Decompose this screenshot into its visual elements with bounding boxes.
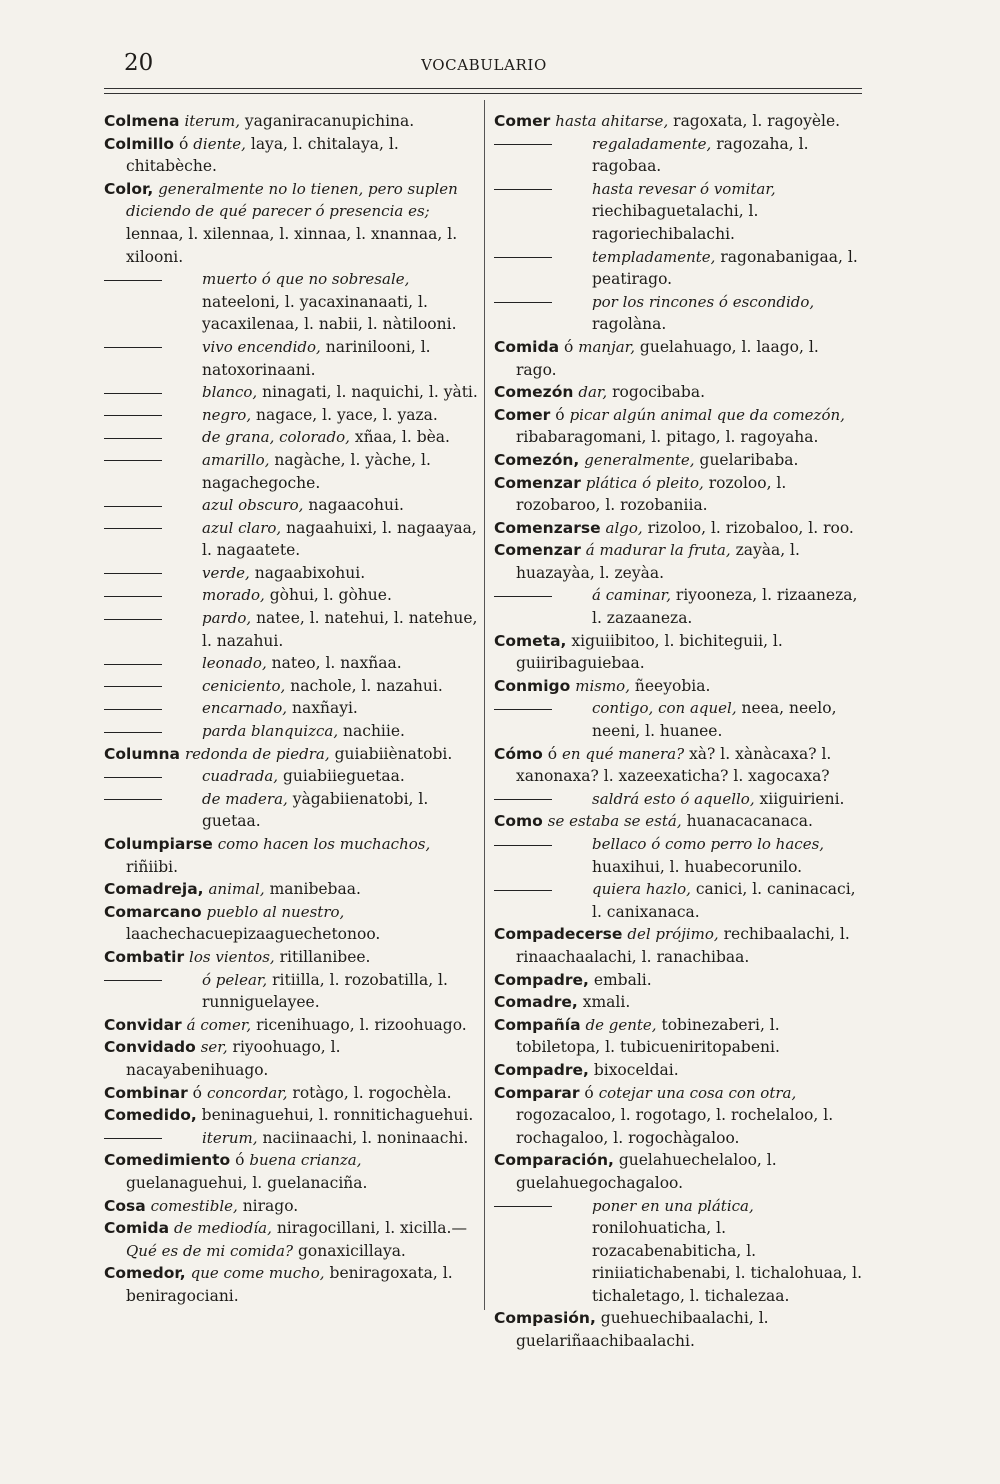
zapotec-text: natee, l. natehui, l. natehue, l. nazahui. <box>202 609 478 650</box>
zapotec-text: ragozaha, l. ragobaa. <box>592 134 809 176</box>
headword: Columna <box>104 744 181 763</box>
gloss-italic: negro, <box>202 405 252 424</box>
zapotec-text: ribabaragomani, l. pitago, l. ragoyaha. <box>516 428 819 447</box>
dictionary-entry <box>104 1195 478 1218</box>
headword: Compasión, <box>494 1309 596 1328</box>
dictionary-entry <box>104 833 478 878</box>
dash-line <box>104 528 162 529</box>
zapotec-text: xà? l. xànàcaxa? l. xanonaxa? l. xazeexaticha? l. xagocaxa? <box>516 744 832 786</box>
dash-line <box>104 506 162 507</box>
gloss-italic: azul claro, <box>202 518 282 537</box>
zapotec-text: xiiguirieni. <box>759 789 845 808</box>
zapotec-text: rozoloo, l. rozobaroo, l. rozobaniia. <box>516 473 787 515</box>
headword: Compadecerse <box>494 925 623 944</box>
repeat-dash <box>494 878 592 901</box>
dictionary-entry <box>104 697 478 720</box>
zapotec-text: nagace, l. yace, l. yaza. <box>256 405 438 424</box>
repeat-dash <box>104 494 202 517</box>
zapotec-text: rechibaalachi, l. rinaachaalachi, l. ranachibaa. <box>516 925 850 966</box>
zapotec-text: ragolàna. <box>592 315 667 334</box>
header-rule-top <box>104 88 862 89</box>
dash-line <box>104 573 162 574</box>
headword: Comadre, <box>494 993 578 1012</box>
gloss-italic: se estaba se está, <box>547 812 682 831</box>
gloss-italic: por los rincones ó escondido, <box>592 292 815 311</box>
zapotec-text: gòhui, l. gòhue. <box>269 586 392 605</box>
headword: Combatir <box>104 947 185 966</box>
dictionary-entry <box>494 246 864 291</box>
dash-line <box>104 709 162 710</box>
dictionary-entry <box>494 810 864 833</box>
headword: Comer <box>494 405 551 424</box>
dictionary-entry <box>104 562 478 585</box>
dictionary-entry <box>494 110 864 133</box>
repeat-dash <box>104 720 202 743</box>
dictionary-entry <box>104 607 478 652</box>
gloss-italic: templadamente, <box>592 247 716 266</box>
headword: Comer <box>494 112 551 130</box>
dash-line <box>104 980 162 981</box>
repeat-dash <box>104 607 202 630</box>
dictionary-entry <box>494 381 864 404</box>
repeat-dash <box>104 765 202 788</box>
zapotec-text: nagaahuixi, l. nagaayaa, l. nagaatete. <box>202 518 477 560</box>
zapotec-text: rogozacaloo, l. rogotago, l. rochelaloo, l. rochagaloo, l. rogochàgaloo. <box>516 1106 834 1147</box>
gloss-italic: animal, <box>208 880 265 899</box>
gloss-italic: manjar, <box>578 337 635 356</box>
dictionary-entry <box>494 336 864 381</box>
gloss-italic: algo, <box>605 518 643 537</box>
dash-line <box>104 415 162 416</box>
dash-line <box>104 1138 162 1139</box>
dictionary-entry <box>494 449 864 472</box>
dictionary-entry <box>104 720 478 743</box>
zapotec-text: ritillanibee. <box>279 947 371 966</box>
dictionary-entry <box>104 878 478 901</box>
gloss-italic: comestible, <box>150 1196 238 1215</box>
dash-line <box>494 144 552 145</box>
zapotec-text: guelanaguehui, l. guelanaciña. <box>126 1173 368 1192</box>
zapotec-text: bixoceldai. <box>593 1060 679 1079</box>
gloss-italic: como hacen los muchachos, <box>217 835 431 853</box>
dash-line <box>104 777 162 778</box>
headword: Colmena <box>104 112 180 130</box>
dictionary-entry <box>104 584 478 607</box>
dictionary-entry <box>104 178 478 268</box>
gloss-italic: verde, <box>202 563 250 582</box>
gloss-italic: buena crianza, <box>249 1151 362 1170</box>
gloss-italic: redonda de piedra, <box>184 744 330 763</box>
repeat-dash <box>104 268 202 291</box>
dictionary-entry <box>104 517 478 562</box>
dictionary-entry <box>494 1059 864 1082</box>
zapotec-text: guiabiieguetaa. <box>282 767 405 786</box>
repeat-dash <box>494 697 592 720</box>
header-rule-bottom <box>104 93 862 94</box>
gloss-italic: encarnado, <box>202 699 288 718</box>
headword: Comenzar <box>494 541 581 560</box>
dictionary-entry <box>104 404 478 427</box>
dash-line <box>494 257 552 258</box>
gloss-italic: generalmente no lo tienen, pero suplen diciendo de qué parecer ó presencia es; <box>126 179 458 221</box>
dictionary-entry <box>104 1036 478 1081</box>
gloss-italic: pueblo al nuestro, <box>206 902 345 921</box>
gloss-italic: que come mucho, <box>190 1264 325 1283</box>
dash-line <box>104 393 162 394</box>
dictionary-entry <box>494 969 864 992</box>
gloss-italic: de gente, <box>585 1015 657 1034</box>
left-column <box>104 110 478 1307</box>
gloss-italic: ser, <box>200 1038 228 1057</box>
zapotec-text: huanacacanaca. <box>686 812 813 831</box>
headword: Colmillo <box>104 134 175 153</box>
headword: Comparar <box>494 1083 580 1102</box>
dictionary-entry <box>104 381 478 404</box>
gloss-italic: dar, <box>578 383 608 402</box>
dash-line <box>104 619 162 620</box>
gloss-italic: quiera hazlo, <box>592 880 691 899</box>
repeat-dash <box>104 584 202 607</box>
dash-line <box>104 347 162 348</box>
dictionary-entry <box>104 743 478 766</box>
gloss-italic: parda blanquizca, <box>202 722 339 741</box>
dash-line <box>494 845 552 846</box>
repeat-dash <box>104 1127 202 1150</box>
dictionary-entry <box>104 788 478 833</box>
column-divider <box>484 100 485 1310</box>
zapotec-text: riyooneza, l. rizaaneza, l. zazaaneza. <box>592 586 858 628</box>
repeat-dash <box>104 336 202 359</box>
zapotec-text: rotàgo, l. rogochèla. <box>292 1083 452 1102</box>
dictionary-entry <box>104 1217 478 1262</box>
dictionary-entry <box>494 878 864 923</box>
gloss-italic: de mediodía, <box>173 1219 272 1238</box>
gloss-italic: ceniciento, <box>202 676 286 695</box>
zapotec-text: guelahuago, l. laago, l. rago. <box>516 337 819 379</box>
dash-line <box>494 189 552 190</box>
dictionary-entry <box>494 404 864 449</box>
dash-line <box>104 686 162 687</box>
repeat-dash <box>104 788 202 811</box>
zapotec-text: guiabiiènatobi. <box>334 744 453 763</box>
zapotec-text: laya, l. chitalaya, l. chitabèche. <box>126 134 399 176</box>
zapotec-text: nateo, l. naxñaa. <box>271 654 402 673</box>
gloss-italic: bellaco ó como perro lo haces, <box>592 835 825 853</box>
headword: Comezón, <box>494 450 580 469</box>
zapotec-text: zayàa, l. huazayàa, l. zeyàa. <box>516 541 800 582</box>
right-column <box>494 110 864 1353</box>
gloss-italic: en qué manera? <box>562 744 685 763</box>
zapotec-text: nirago. <box>242 1196 299 1215</box>
zapotec-text: nagàche, l. yàche, l. nagachegoche. <box>202 450 431 492</box>
dictionary-entry <box>104 1014 478 1037</box>
zapotec-text: riyoohuago, l. nacayabenihuago. <box>126 1038 341 1079</box>
headword: Compañía <box>494 1015 581 1034</box>
gloss-italic: Qué es de mi comida? <box>126 1241 294 1260</box>
dash-line <box>104 596 162 597</box>
zapotec-text: nachiie. <box>343 722 405 741</box>
gloss-italic: á comer, <box>186 1015 252 1034</box>
gloss-italic: los vientos, <box>189 947 275 966</box>
dictionary-entry <box>494 1014 864 1059</box>
repeat-dash <box>494 291 592 314</box>
headword: Comadreja, <box>104 880 204 899</box>
zapotec-text: beniragoxata, l. beniragociani. <box>126 1264 453 1305</box>
gloss-italic: picar algún animal que da comezón, <box>569 405 845 424</box>
headword: Comenzarse <box>494 518 601 537</box>
gloss-italic: iterum, <box>202 1128 258 1147</box>
dictionary-entry <box>494 539 864 584</box>
running-title: VOCABULARIO <box>421 56 547 74</box>
gloss-italic: del prójimo, <box>627 925 719 944</box>
headword: Cosa <box>104 1196 146 1215</box>
dictionary-entry <box>104 426 478 449</box>
headword: Comedor, <box>104 1264 186 1283</box>
dictionary-entry <box>104 1149 478 1194</box>
zapotec-text: lennaa, l. xilennaa, l. xinnaa, l. xnannaa, l. xilooni. <box>126 224 458 266</box>
gloss-italic: cuadrada, <box>202 767 279 786</box>
repeat-dash <box>104 652 202 675</box>
headword: Combinar <box>104 1083 188 1102</box>
zapotec-text: nagaacohui. <box>308 496 404 515</box>
gloss-italic: blanco, <box>202 383 258 402</box>
zapotec-text: narinilooni, l. natoxorinaani. <box>202 337 431 379</box>
zapotec-text: guehuechibaalachi, l. guelariñaachibaalachi. <box>516 1309 769 1351</box>
gloss-italic: muerto ó que no sobresale, <box>202 270 410 289</box>
dictionary-entry <box>104 110 478 133</box>
dash-line <box>494 799 552 800</box>
connector-text: ó <box>555 405 565 424</box>
dictionary-entry <box>494 1195 864 1308</box>
gloss-italic: generalmente, <box>584 450 695 469</box>
zapotec-text: ronilohuaticha, l. rozacabenabiticha, l. riniiatichabenabi, l. tichalohuaa, l. tichaletago, l. tichalezaa. <box>592 1219 863 1305</box>
headword: Columpiarse <box>104 835 213 853</box>
dictionary-entry <box>104 1127 478 1150</box>
dash-line <box>494 596 552 597</box>
dictionary-entry <box>104 901 478 946</box>
gloss-italic: concordar, <box>206 1083 288 1102</box>
zapotec-text: beninaguehui, l. ronnitichaguehui. <box>201 1106 474 1125</box>
gloss-italic: á madurar la fruta, <box>585 541 731 560</box>
headword: Convidado <box>104 1038 196 1057</box>
dictionary-entry <box>494 1149 864 1194</box>
dash-line <box>104 664 162 665</box>
gloss-italic: cotejar una cosa con otra, <box>598 1083 797 1102</box>
repeat-dash <box>494 246 592 269</box>
headword: Comida <box>104 1219 170 1238</box>
headword: Compadre, <box>494 970 589 989</box>
dictionary-entry <box>104 652 478 675</box>
zapotec-text: naciinaachi, l. noninaachi. <box>262 1128 469 1147</box>
zapotec-text: nachole, l. nazahui. <box>290 676 443 695</box>
dictionary-entry <box>494 584 864 629</box>
dash-line <box>104 732 162 733</box>
headword: Comedimiento <box>104 1151 231 1170</box>
dictionary-entry <box>494 923 864 968</box>
dash-line <box>494 709 552 710</box>
repeat-dash <box>104 381 202 404</box>
repeat-dash <box>494 1195 592 1218</box>
dictionary-entry <box>104 133 478 178</box>
dictionary-entry <box>494 1082 864 1150</box>
zapotec-text: laachechacuepizaaguechetonoo. <box>126 925 381 944</box>
dictionary-entry <box>104 336 478 381</box>
zapotec-text: yaganiracanupichina. <box>244 112 415 130</box>
repeat-dash <box>494 133 592 156</box>
dictionary-entry <box>494 743 864 788</box>
repeat-dash <box>104 562 202 585</box>
repeat-dash <box>494 833 592 856</box>
zapotec-text: nateeloni, l. yacaxinanaati, l. yacaxilenaa, l. nabii, l. nàtilooni. <box>202 292 457 334</box>
gloss-italic: de madera, <box>202 789 288 808</box>
dictionary-entry <box>104 675 478 698</box>
headword: Comezón <box>494 383 574 402</box>
dash-line <box>104 280 162 281</box>
gloss-italic: vivo encendido, <box>202 337 321 356</box>
headword: Comparación, <box>494 1151 614 1170</box>
headword: Como <box>494 812 543 831</box>
gloss-italic: leonado, <box>202 654 267 673</box>
repeat-dash <box>104 675 202 698</box>
zapotec-text: guelaribaba. <box>699 450 799 469</box>
gloss-italic: de grana, colorado, <box>202 428 350 447</box>
zapotec-text: yàgabiienatobi, l. guetaa. <box>202 789 429 831</box>
zapotec-text: rizoloo, l. rizobaloo, l. roo. <box>647 518 854 537</box>
gloss-italic: hasta ahitarse, <box>555 112 669 130</box>
gloss-italic: poner en una plática, <box>592 1196 754 1215</box>
zapotec-text: ragonabanigaa, l. peatirago. <box>592 247 858 289</box>
dash-line <box>494 890 552 891</box>
zapotec-text: riñiibi. <box>126 857 179 876</box>
repeat-dash <box>104 697 202 720</box>
dictionary-entry <box>494 291 864 336</box>
gloss-italic: ó pelear, <box>202 970 268 989</box>
dictionary-entry <box>104 969 478 1014</box>
headword: Comarcano <box>104 902 202 921</box>
dash-line <box>104 460 162 461</box>
zapotec-text: manibebaa. <box>269 880 361 899</box>
gloss-italic: amarillo, <box>202 450 270 469</box>
dictionary-entry <box>494 697 864 742</box>
repeat-dash <box>104 449 202 472</box>
connector-text: ó <box>563 337 574 356</box>
repeat-dash <box>104 404 202 427</box>
zapotec-text: ñeeyobia. <box>634 676 711 695</box>
page-header <box>104 50 864 80</box>
dictionary-entry <box>494 833 864 878</box>
connector-text: ó <box>547 744 558 763</box>
dictionary-entry <box>104 946 478 969</box>
gloss-italic: mismo, <box>575 676 630 695</box>
repeat-dash <box>104 426 202 449</box>
dictionary-entry <box>104 1262 478 1307</box>
zapotec-text: naxñayi. <box>292 699 358 718</box>
dictionary-entry <box>494 517 864 540</box>
gloss-italic: diente, <box>193 134 246 153</box>
repeat-dash <box>494 178 592 201</box>
dictionary-entry <box>494 1307 864 1352</box>
dash-line <box>494 1206 552 1207</box>
gloss-italic: hasta revesar ó vomitar, <box>592 179 776 198</box>
dictionary-entry <box>494 788 864 811</box>
dictionary-entry <box>494 472 864 517</box>
zapotec-text: riechibaguetalachi, l. ragoriechibalachi. <box>592 202 759 243</box>
page-number: 20 <box>124 50 154 76</box>
gloss-italic: pardo, <box>202 609 252 628</box>
headword: Cometa, <box>494 631 567 650</box>
dictionary-entry <box>104 494 478 517</box>
connector-text: ó <box>179 134 189 153</box>
gloss-italic: á caminar, <box>592 586 671 605</box>
headword: Comenzar <box>494 473 581 492</box>
zapotec-text: tobinezaberi, l. tobiletopa, l. tubicueniritopabeni. <box>516 1015 780 1057</box>
gloss-italic: azul obscuro, <box>202 496 304 515</box>
gloss-italic: iterum, <box>184 112 240 130</box>
zapotec-text: niragocillani, l. xicilla.— <box>276 1219 467 1238</box>
headword: Conmigo <box>494 676 571 695</box>
headword: Comida <box>494 337 560 356</box>
gloss-italic: regaladamente, <box>592 134 712 153</box>
headword: Color, <box>104 179 154 198</box>
repeat-dash <box>104 517 202 540</box>
zapotec-text: gonaxicillaya. <box>297 1241 406 1260</box>
zapotec-text: ritiilla, l. rozobatilla, l. runniguelayee. <box>202 970 448 1012</box>
dictionary-entry <box>104 1104 478 1127</box>
connector-text: ó <box>192 1083 203 1102</box>
zapotec-text: xmali. <box>582 993 631 1012</box>
zapotec-text: xiguiibitoo, l. bichiteguii, l. guiiribaguiebaa. <box>516 631 783 673</box>
zapotec-text: ricenihuago, l. rizoohuago. <box>256 1015 467 1034</box>
zapotec-text: canici, l. caninacaci, l. canixanaca. <box>592 880 856 921</box>
dictionary-entry <box>104 765 478 788</box>
connector-text: ó <box>235 1151 245 1170</box>
dictionary-entry <box>494 178 864 246</box>
headword: Convidar <box>104 1015 182 1034</box>
zapotec-text: nagaabixohui. <box>254 563 366 582</box>
dash-line <box>104 438 162 439</box>
gloss-italic: morado, <box>202 586 265 605</box>
zapotec-text: ragoxata, l. ragoyèle. <box>673 112 841 130</box>
dictionary-entry <box>494 630 864 675</box>
dictionary-entry <box>494 675 864 698</box>
repeat-dash <box>494 788 592 811</box>
connector-text: ó <box>584 1083 594 1102</box>
zapotec-text: huaxihui, l. huabecorunilo. <box>592 857 803 876</box>
dictionary-entry <box>104 449 478 494</box>
zapotec-text: guelahuechelaloo, l. guelahuegochagaloo. <box>516 1151 777 1192</box>
zapotec-text: ninagati, l. naquichi, l. yàti. <box>262 383 478 402</box>
headword: Compadre, <box>494 1060 589 1079</box>
gloss-italic: saldrá esto ó aquello, <box>592 789 755 808</box>
headword: Comedido, <box>104 1106 197 1125</box>
dictionary-entry <box>104 1082 478 1105</box>
zapotec-text: rogocibaba. <box>612 383 706 402</box>
repeat-dash <box>494 584 592 607</box>
dictionary-entry <box>494 133 864 178</box>
repeat-dash <box>104 969 202 992</box>
zapotec-text: xñaa, l. bèa. <box>354 428 450 447</box>
zapotec-text: neea, neelo, neeni, l. huanee. <box>592 699 837 741</box>
headword: Cómo <box>494 744 543 763</box>
dictionary-entry <box>494 991 864 1014</box>
dictionary-entry <box>104 268 478 336</box>
dash-line <box>494 302 552 303</box>
gloss-italic: contigo, con aquel, <box>592 699 737 718</box>
zapotec-text: embali. <box>593 970 652 989</box>
gloss-italic: plática ó pleito, <box>585 473 704 492</box>
dash-line <box>104 799 162 800</box>
